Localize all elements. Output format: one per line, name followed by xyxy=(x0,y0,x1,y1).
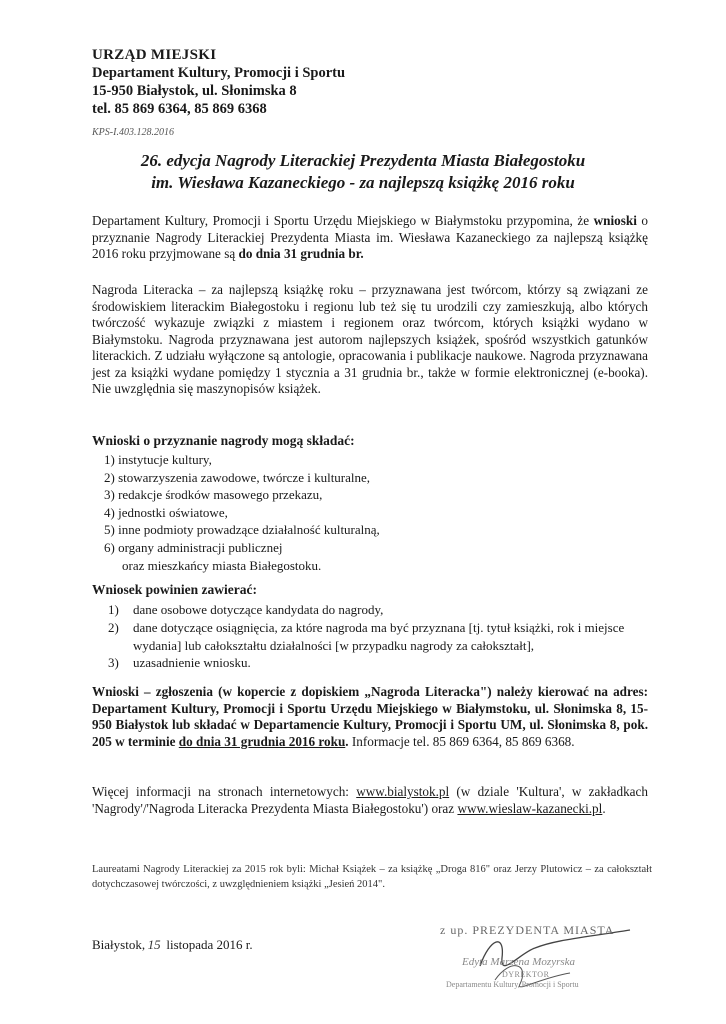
list-item xyxy=(108,601,648,619)
more-info-text-2: (w dziale 'Kultura', w zakładkach 'Nagrody'/'Nagroda Literacka Prezydenta Miasta Białegostoku') oraz xyxy=(92,784,648,816)
submission-deadline: do dnia 31 grudnia 2016 roku xyxy=(178,733,346,749)
more-info-text-1: Więcej informacji na stronach internetowych: xyxy=(92,784,357,799)
applicants-list xyxy=(104,451,380,574)
item-number: 1) xyxy=(108,602,119,617)
list-item: 4) jednostki oświatowe, xyxy=(104,504,228,520)
document-title xyxy=(80,150,646,194)
more-info-text-3: . xyxy=(602,800,606,816)
stamp-line-1: z up. PREZYDENTA MIASTA xyxy=(440,923,615,937)
bialystok-link[interactable]: www.bialystok.pl xyxy=(356,784,450,799)
item-number: 2) xyxy=(108,619,119,635)
department-name: Departament Kultury, Promocji i Sportu xyxy=(92,65,346,81)
intro-text-1: Departament Kultury, Promocji i Sportu Urzędu Miejskiego w Białymstoku przypomina, że xyxy=(92,213,594,228)
description-paragraph: Nagroda Literacka – za najlepszą książkę roku – przyznawana jest twórcom, którzy są związani ze środowiskiem literackim Białegostoku i regionu lub też się tu urodzili czy zamieszkują, albo których twórczość wykazuje związki z miastem i regionem oraz twórcom, których książki wydano w Białymstoku. Nagroda przyznawana jest autorom najlepszych książek, spośród wszystkich gatunków literackich. Z udziału wyłączone są antologie, opracowania i publikacje naukowe. Nagroda przyznawana jest za książki wydane pomiędzy 1 stycznia a 31 grudnia br., także w formie elektronicznej (e-booka). Nie uwzględnia się maszynopisów książek. xyxy=(92,282,648,396)
submission-end: . xyxy=(345,733,349,749)
list-item: oraz mieszkańcy miasta Białegostoku. xyxy=(122,557,322,573)
contents-heading: Wniosek powinien zawierać: xyxy=(92,582,257,597)
list-item: 3) redakcje środków masowego przekazu, xyxy=(104,487,323,503)
date-rest: listopada 2016 r. xyxy=(163,937,253,952)
item-text: dane dotyczące osiągnięcia, za które nagroda ma być przyznana [tj. tytuł książki, rok i miejsce wydania] lub całokształtu działalności [w przypadku nagrody za całokształt], xyxy=(133,619,625,653)
submission-info: Informacje tel. 85 869 6364, 85 869 6368. xyxy=(351,733,575,749)
item-text: dane osobowe dotyczące kandydata do nagrody, xyxy=(133,602,384,617)
intro-bold-2: do dnia 31 grudnia br. xyxy=(238,246,364,261)
org-name: URZĄD MIEJSKI xyxy=(92,47,217,63)
title-line-2: im. Wiesława Kazaneckiego - za najlepszą książkę 2016 roku xyxy=(151,173,575,192)
title-line-1: 26. edycja Nagrody Literackiej Prezydenta Miasta Białegostoku xyxy=(140,151,586,170)
intro-text-2: o przyznanie Nagrody Literackiej Prezydenta Miasta im. Wiesława Kazaneckiego za najlepszą książkę 2016 roku przyjmowane są xyxy=(92,213,648,261)
more-info-paragraph xyxy=(92,784,648,817)
stamp-line-2: Edyta Marzena Mozyrska xyxy=(462,956,576,968)
date-city: Białystok, xyxy=(92,937,146,952)
list-item: 5) inne podmioty prowadzące działalność kulturalną, xyxy=(104,522,380,538)
item-number: 3) xyxy=(108,655,119,671)
list-item xyxy=(108,619,648,655)
signature-stamp xyxy=(440,918,640,1008)
date-day: 15 xyxy=(147,937,161,952)
reference-number: KPS-I.403.128.2016 xyxy=(92,127,174,138)
contents-list xyxy=(108,601,648,672)
intro-paragraph xyxy=(92,213,648,263)
submission-paragraph xyxy=(92,684,648,750)
kazanecki-link[interactable]: www.wieslaw-kazanecki.pl xyxy=(457,800,603,816)
applicants-heading: Wnioski o przyznanie nagrody mogą składać: xyxy=(92,433,355,448)
letterhead xyxy=(92,46,345,118)
issue-date xyxy=(92,937,253,953)
submission-text: Wnioski – zgłoszenia (w kopercie z dopiskiem „Nagroda Literacka") należy kierować na adres: Departament Kultury, Promocji i Sportu Urzędu Miejskiego w Białymstoku, ul. Słonimska 8, 15-950 Białystok lub składać w Departamencie Kultury, Promocji i Sportu UM, ul. Słonimska 8, pok. 205 w terminie xyxy=(92,684,648,749)
intro-bold-1: wnioski xyxy=(593,213,637,228)
stamp-line-3: DYREKTOR xyxy=(502,970,550,979)
laureates-footnote: Laureatami Nagrody Literackiej za 2015 rok byli: Michał Książek – za książkę „Droga 816" oraz Jerzy Plutowicz – za całokształt dotychczasowej twórczości, z uwzględnieniem książki „Jesień 2014". xyxy=(92,864,652,890)
address: 15-950 Białystok, ul. Słonimska 8 xyxy=(92,83,297,99)
list-item: 6) organy administracji publicznej xyxy=(104,539,283,555)
list-item: 1) instytucje kultury, xyxy=(104,452,212,467)
stamp-line-4: Departamentu Kultury, Promocji i Sportu xyxy=(446,980,579,989)
list-item: 2) stowarzyszenia zawodowe, twórcze i kulturalne, xyxy=(104,469,371,485)
item-text: uzasadnienie wniosku. xyxy=(133,655,251,671)
list-item xyxy=(108,654,648,672)
phone: tel. 85 869 6364, 85 869 6368 xyxy=(92,101,267,117)
